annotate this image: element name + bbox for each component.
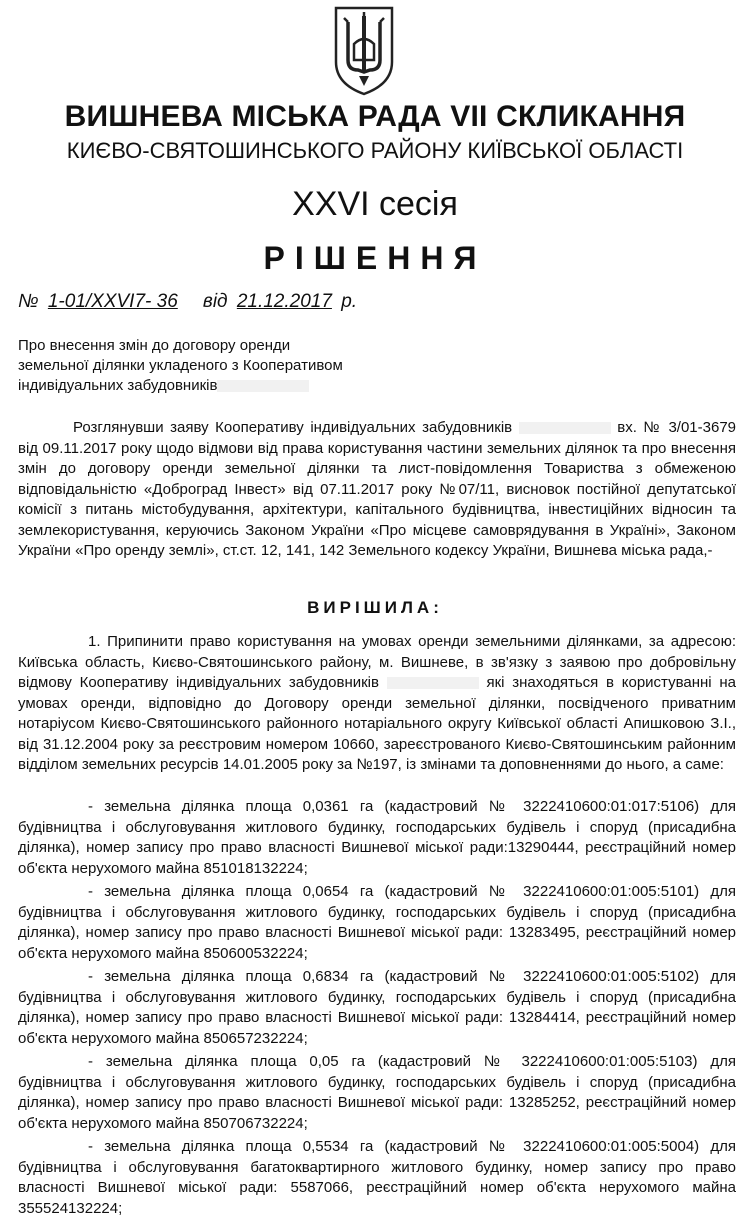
redacted-block	[217, 380, 309, 392]
session-title: XXVI сесія	[292, 185, 458, 223]
land-plot-item: - земельна ділянка площа 0,5534 га (кадастровий № 3222410600:01:005:5004) для будівництва і обслуговування багатоквартирного житлового будинку, номер запису про право власності Вишневої міської ради: 5587066, реєстраційний номер об'єкта нерухомого майна 355524132224;	[18, 1138, 736, 1217]
item-1-paragraph	[18, 632, 736, 776]
redacted-block	[519, 422, 611, 434]
date-label: від	[202, 291, 228, 312]
preamble-part2: вх. № 3/01-3679 від 09.11.2017 року щодо відмови від права користування частини земельних ділянок та про внесення змін до договору оренди земельної ділянки та лист-повідомлення Товариства з обмеженою відповідальністю «Доброград Інвест» від 07.11.2017 року №07/11, висновок постійної депутатської комісії з питань містобудування, архітектури, капітального будівництва, інвестиційних відносин та землекористування, керуючись Законом України «Про місцеве самоврядування в Україні», Законом України «Про оренду землі», ст.ст. 12, 141, 142 Земельного кодексу України, Вишнева міська рада,-	[18, 419, 737, 559]
district-subtitle: КИЄВО-СВЯТОШИНСЬКОГО РАЙОНУ КИЇВСЬКОЇ ОБЛАСТІ	[66, 138, 684, 163]
decision-heading: РІШЕННЯ	[263, 240, 487, 276]
year-suffix: р.	[341, 291, 358, 312]
land-plot-item: - земельна ділянка площа 0,6834 га (кадастровий № 3222410600:01:005:5102) для будівництва і обслуговування житлового будинку, господарських будівель і споруд (присадибна ділянка), номер запису про право власності Вишневої міської ради: 13284414, реєстраційний номер об'єкта нерухомого майна 850657232224;	[18, 968, 736, 1047]
land-plot-item: - земельна ділянка площа 0,0361 га (кадастровий № 3222410600:01:017:5106) для будівництва і обслуговування житлового будинку, господарських будівель і споруд (присадибна ділянка), номер запису про право власності Вишневої міської ради:13290444, реєстраційний номер об'єкта нерухомого майна 851018132224;	[18, 798, 736, 877]
decision-number: 1-01/XXVI7- 36	[47, 291, 178, 312]
preamble-paragraph	[18, 418, 736, 562]
council-title: ВИШНЕВА МІСЬКА РАДА VII СКЛИКАННЯ	[64, 100, 686, 133]
redacted-block	[387, 677, 479, 689]
item-1-part1: 1. Припинити право користування на умовах оренди земельними ділянками, за адресою: Київська область, Києво-Святошинського району, м. Вишневе, в зв'язку з заявою про добровільну відмову Кооперативу індивідуальних забудовників	[18, 633, 736, 691]
decision-number-line	[18, 290, 730, 314]
decision-subject: Про внесення змін до договору оренди земельної ділянки укладеного з Кооперативом індивідуальних забудовників	[18, 337, 343, 394]
trident-coat-of-arms-icon	[328, 4, 400, 96]
land-plot-item: - земельна ділянка площа 0,0654 га (кадастровий № 3222410600:01:005:5101) для будівництва і обслуговування житлового будинку, господарських будівель і споруд (присадибна ділянка), номер запису про право власності Вишневої міської ради: 13283495, реєстраційний номер об'єкта нерухомого майна 850600532224;	[18, 883, 736, 962]
preamble-part1: Розглянувши заяву Кооперативу індивідуальних забудовників	[73, 419, 513, 436]
decision-date: 21.12.2017	[236, 291, 332, 312]
number-label: №	[18, 291, 39, 312]
item-1-part2: які знаходяться в користуванні на умовах оренди, відповідно до Договору оренди земельної ділянки, посвідченого приватним нотаріусом Києво-Святошинського районного нотаріального округу Київської області Апишковою З.І., від 31.12.2004 року за реєстровим номером 10660, зареєстрованого Києво-Святошинським районним відділом земельних ресурсів 14.01.2005 року за №197, із змінами та доповненнями до нього, а саме:	[18, 674, 736, 773]
land-plot-item: - земельна ділянка площа 0,05 га (кадастровий № 3222410600:01:005:5103) для будівництва і обслуговування житлового будинку, господарських будівель і споруд (присадибна ділянка), номер запису про право власності Вишневої міської ради: 13285252, реєстраційний номер об'єкта нерухомого майна 850706732224;	[18, 1053, 736, 1132]
resolved-heading: ВИРІШИЛА:	[307, 598, 443, 617]
land-plot-list	[18, 797, 736, 1222]
